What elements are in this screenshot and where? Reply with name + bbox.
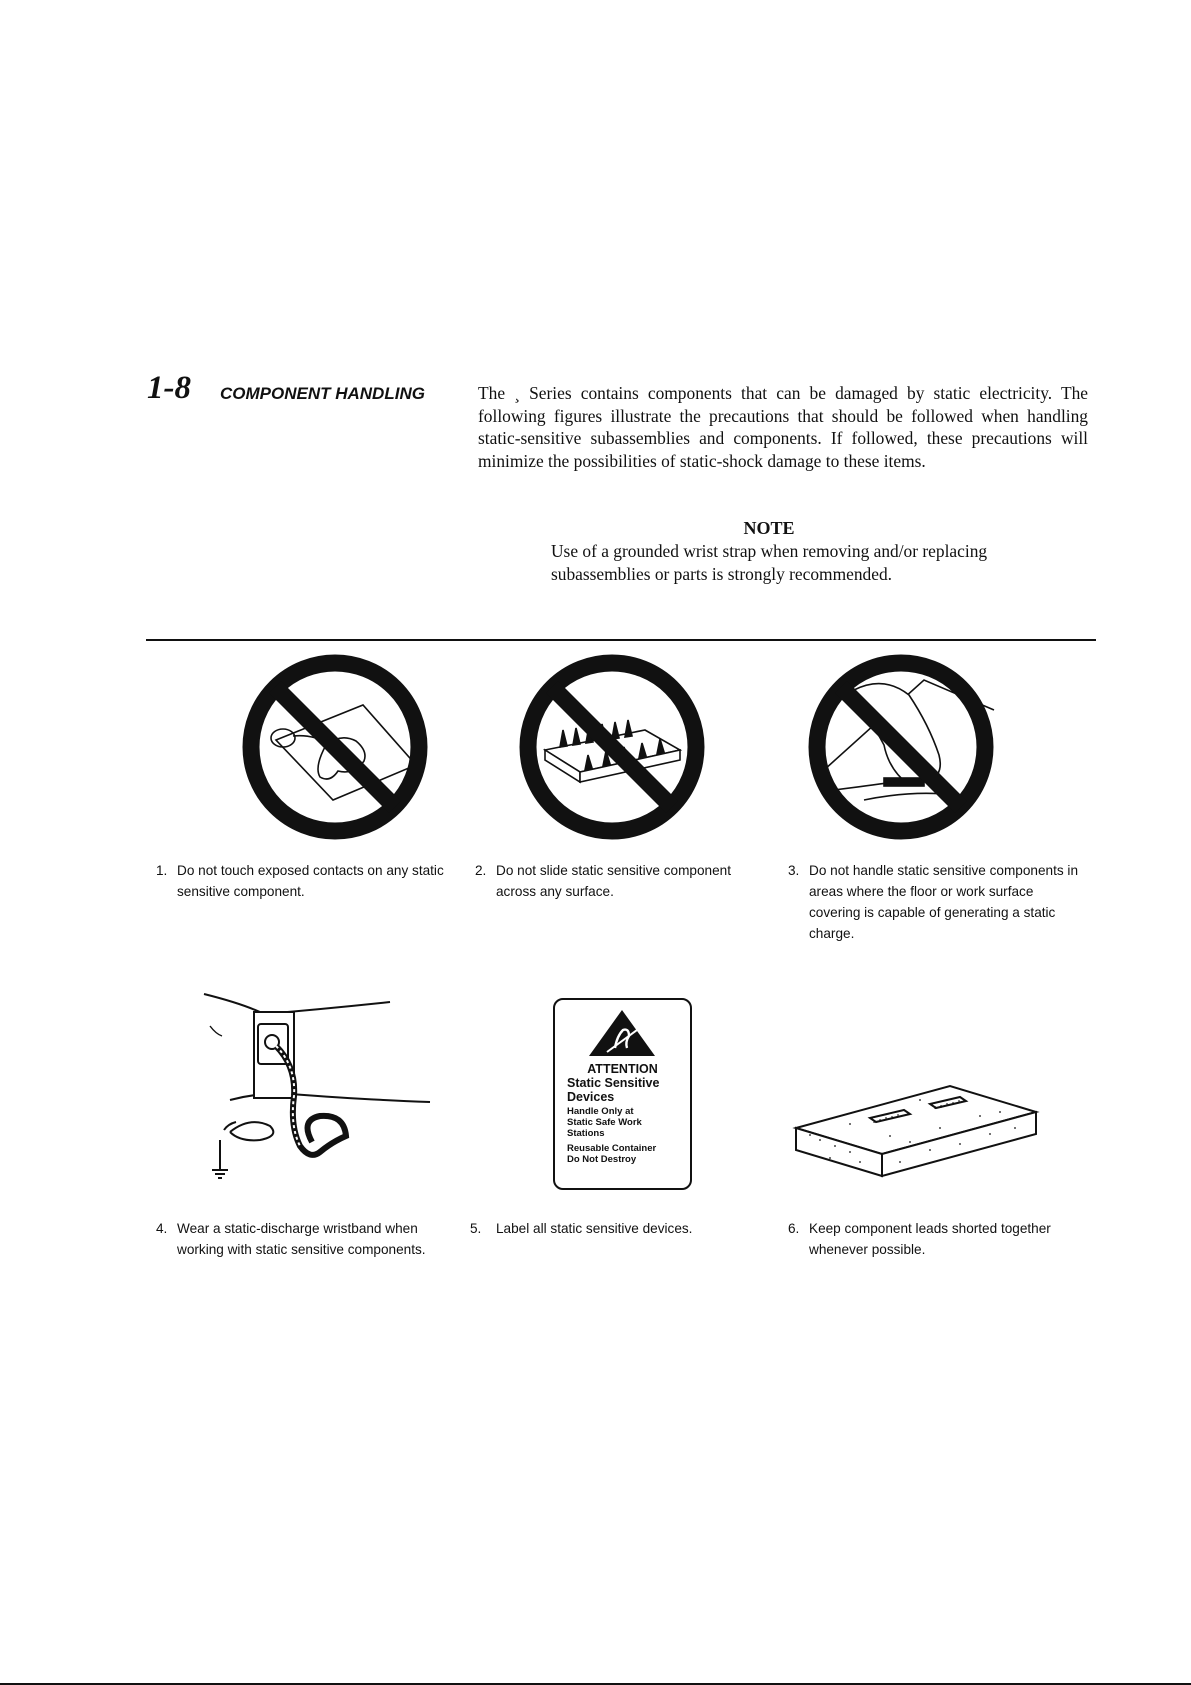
label-stations: Stations <box>567 1128 605 1139</box>
figure-3-text: Do not handle static sensitive components in areas where the floor or work surface covering is capable of generating a static charge. <box>809 863 1079 941</box>
label-reusable: Reusable Container <box>567 1143 657 1154</box>
note-text: Use of a grounded wrist strap when removing and/or replacing subassemblies or parts is strongly recommended. <box>551 541 988 584</box>
figure-5-caption <box>470 1218 760 1239</box>
figure-3-number: 3. <box>788 863 800 878</box>
label-static-sensitive: Static Sensitive <box>567 1076 660 1090</box>
section-title: COMPONENT HANDLING <box>220 384 425 403</box>
figure-1-caption <box>156 860 461 902</box>
figure-4-illustration <box>190 990 450 1190</box>
figure-5-text: Label all static sensitive devices. <box>496 1221 693 1236</box>
section-number: 1-8 <box>147 370 191 406</box>
label-do-not-destroy: Do Not Destroy <box>567 1154 637 1165</box>
figure-2-caption <box>475 860 765 902</box>
note-title: NOTE <box>743 518 795 538</box>
warning-hand-triangle-icon <box>555 1000 690 1062</box>
figure-3-illustration <box>804 650 998 844</box>
label-attention: ATTENTION <box>587 1062 658 1076</box>
figure-1-illustration <box>238 650 432 844</box>
figure-6-illustration <box>790 1080 1040 1200</box>
figure-1-text: Do not touch exposed contacts on any static sensitive component. <box>177 863 444 899</box>
figure-5-number: 5. <box>470 1221 482 1236</box>
label-devices: Devices <box>567 1090 615 1104</box>
figure-6-text: Keep component leads shorted together whenever possible. <box>809 1221 1051 1257</box>
static-label-card <box>553 998 692 1190</box>
figure-2-illustration <box>515 650 709 844</box>
label-static-safe: Static Safe Work <box>567 1117 642 1128</box>
label-handle-only: Handle Only at <box>567 1106 634 1117</box>
figure-6-caption <box>788 1218 1068 1260</box>
figure-2-number: 2. <box>475 863 487 878</box>
figure-4-text: Wear a static-discharge wristband when working with static sensitive components. <box>177 1221 426 1257</box>
figure-3-caption <box>788 860 1088 944</box>
figure-6-number: 6. <box>788 1221 800 1236</box>
intro-paragraph: The ¸ Series contains components that can be damaged by static electricity. The following figures illustrate the precautions that should be followed when handling static-sensitive subassemblies and components. If followed, these precautions will minimize the possibilities of static-shock damage to these items. <box>478 383 1088 471</box>
figure-1-number: 1. <box>156 863 168 878</box>
divider-rule <box>146 639 1096 641</box>
figure-4-number: 4. <box>156 1221 168 1236</box>
figure-4-caption <box>156 1218 436 1260</box>
figure-2-text: Do not slide static sensitive component across any surface. <box>496 863 731 899</box>
